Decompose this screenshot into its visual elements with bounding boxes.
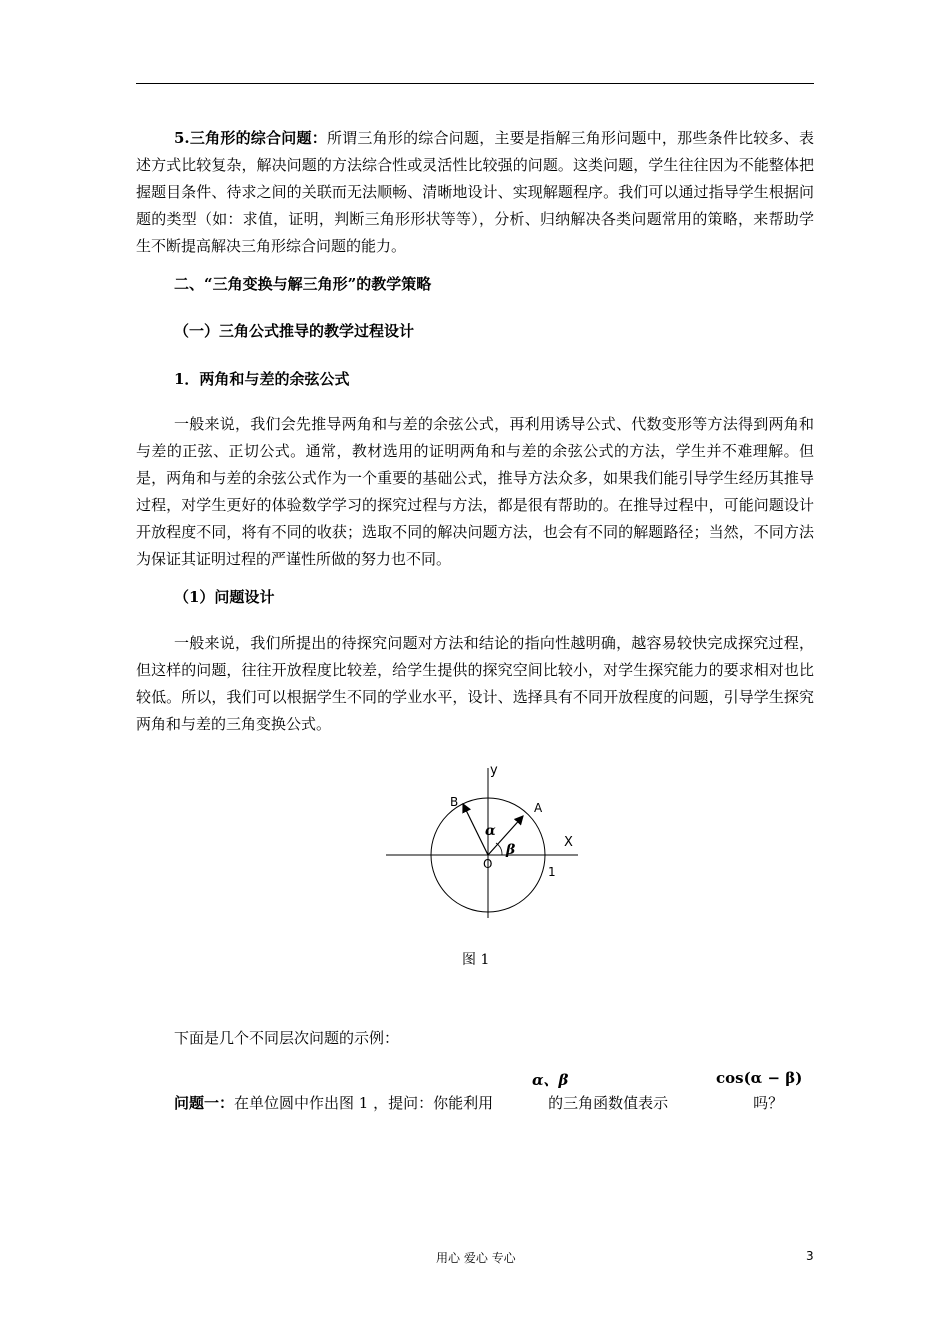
figure-caption: 图 1 (462, 952, 490, 968)
math-alpha-beta: α、β (532, 1071, 569, 1089)
question-one (174, 1092, 783, 1114)
heading-question-design: （1）问题设计 (174, 588, 275, 606)
page-number: 3 (806, 1249, 814, 1263)
point-a-label: A (534, 801, 543, 815)
unit-label: 1 (548, 865, 556, 879)
question-one-text-b: 的三角函数值表示 (548, 1094, 669, 1112)
question-one-text-a: 在单位圆中作出图 1 ，提问：你能利用 (234, 1094, 494, 1112)
beta-label: β (506, 842, 516, 858)
math-cos-alpha-minus-beta: cos(α − β) (716, 1069, 803, 1087)
paragraph-examples-intro: 下面是几个不同层次问题的示例： (174, 1029, 400, 1047)
heading-formula-derivation: （一）三角公式推导的教学过程设计 (174, 322, 415, 340)
origin-label: O (483, 857, 493, 871)
question-one-text-c: 吗？ (753, 1094, 784, 1112)
paragraph-cosine-derivation: 一般来说，我们会先推导两角和与差的余弦公式，再利用诱导公式、代数变形等方法得到两角和与差的正弦、正切公式。通常，教材选用的证明两角和与差的余弦公式的方法，学生并不难理解。但是，两角和与差的余弦公式作为一个重要的基础公式，推导方法众多，如果我们能引导学生经历其推导过程，对学生更好的体验数学学习的探究过程与方法，都是很有帮助的。在推导过程中，可能问题设计开放程度不同，将有不同的收获；选取不同的解决问题方法，也会有不同的解题路径；当然，不同方法为保证其证明过程的严谨性所做的努力也不同。 (136, 415, 814, 568)
alpha-label: α (485, 823, 496, 839)
header-rule (136, 83, 814, 84)
heading-cosine-formula: 1．两角和与差的余弦公式 (174, 370, 350, 388)
section5-lead: 5.三角形的综合问题： (174, 129, 327, 147)
footer-motto: 用心 爱心 专心 (436, 1251, 516, 1265)
heading-teaching-strategy: 二、“三角变换与解三角形”的教学策略 (174, 275, 432, 293)
point-b-label: B (450, 795, 459, 809)
section5-paragraph (136, 125, 814, 260)
y-label: y (490, 763, 498, 778)
unit-circle-figure (386, 760, 586, 920)
question-one-lead: 问题一： (174, 1094, 235, 1112)
paragraph-question-design: 一般来说，我们所提出的待探究问题对方法和结论的指向性越明确，越容易较快完成探究过程，但这样的问题，往往开放程度比较差，给学生提供的探究空间比较小，对学生探究能力的要求相对也比较低。所以，我们可以根据学生不同的学业水平，设计、选择具有不同开放程度的问题，引导学生探究两角和与差的三角变换公式。 (136, 634, 814, 733)
x-label: X (564, 835, 573, 850)
section5-text: 所谓三角形的综合问题，主要是指解三角形问题中，那些条件比较多、表述方式比较复杂，解决问题的方法综合性或灵活性比较强的问题。这类问题，学生往往因为不能整体把握题目条件、待求之间的关联而无法顺畅、清晰地设计、实现解题程序。我们可以通过指导学生根据问题的类型（如：求值，证明，判断三角形形状等等），分析、归纳解决各类问题常用的策略，来帮助学生不断提高解决三角形综合问题的能力。 (136, 129, 814, 255)
